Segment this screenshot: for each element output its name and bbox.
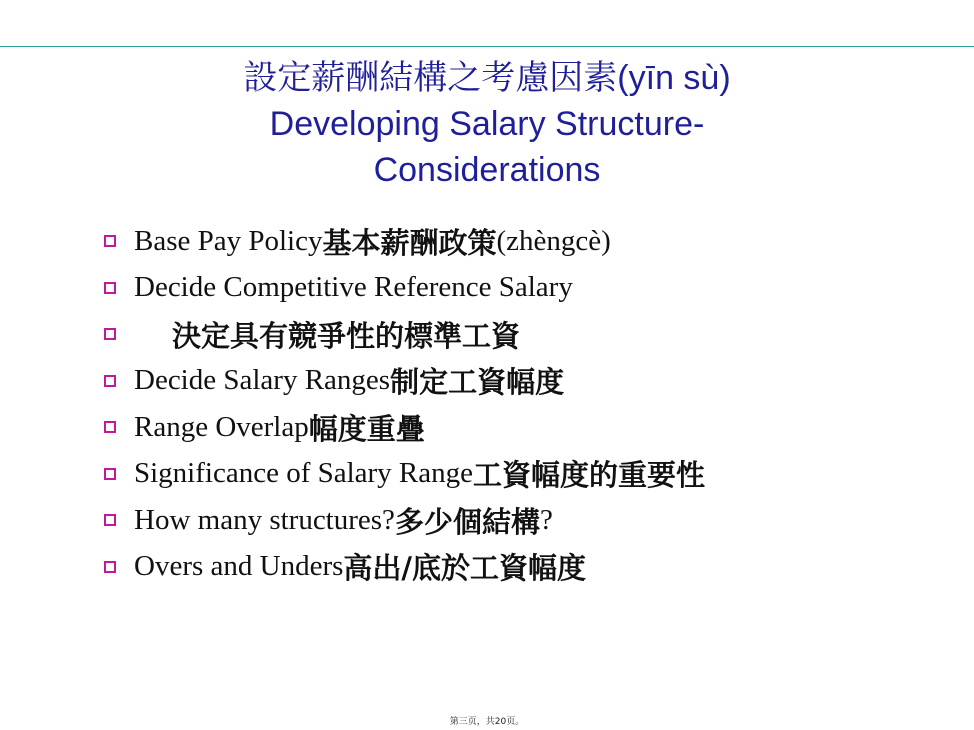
bullet-item-salary-ranges xyxy=(104,358,705,405)
bullet-text-en: Overs and Unders xyxy=(134,550,344,583)
bullet-text-en: Significance of Salary Range xyxy=(134,457,474,490)
bullet-list xyxy=(104,218,705,590)
title-line-chinese: 設定薪酬結構之考慮因素(yīn sù) xyxy=(243,59,731,97)
square-bullet-icon xyxy=(104,561,116,573)
top-divider xyxy=(0,46,974,47)
bullet-text-tail: ? xyxy=(539,503,553,536)
square-bullet-icon xyxy=(104,514,116,526)
bullet-item-base-pay-policy xyxy=(104,218,705,265)
bullet-text-zh: 幅度重疊 xyxy=(308,411,425,446)
square-bullet-icon xyxy=(104,235,116,247)
bullet-text-en: How many structures? xyxy=(134,503,395,536)
bullet-text-zh: 高出/底於工資幅度 xyxy=(343,551,586,586)
bullet-text-en: Range Overlap xyxy=(134,410,309,443)
bullet-item-range-significance xyxy=(104,451,705,498)
bullet-text-en: Base Pay Policy xyxy=(134,224,323,257)
bullet-text-en: Decide Salary Ranges xyxy=(134,364,391,397)
bullet-text-zh: 工資幅度的重要性 xyxy=(473,458,706,493)
bullet-item-competitive-reference xyxy=(104,265,705,312)
bullet-text-zh: 決定具有競爭性的標準工資 xyxy=(172,318,521,353)
bullet-text-zh: 多少個結構 xyxy=(394,504,540,539)
slide-title xyxy=(0,55,974,193)
bullet-text-en: Decide Competitive Reference Salary xyxy=(134,271,573,304)
bullet-item-overs-and-unders xyxy=(104,544,705,591)
page-footer: 第三页，共20页。 xyxy=(449,717,525,727)
title-line-english-1: Developing Salary Structure- xyxy=(269,105,705,143)
square-bullet-icon xyxy=(104,282,116,294)
bullet-item-range-overlap xyxy=(104,404,705,451)
bullet-text-tail: (zhèngcè) xyxy=(496,224,611,257)
square-bullet-icon xyxy=(104,375,116,387)
square-bullet-icon xyxy=(104,468,116,480)
bullet-item-how-many-structures xyxy=(104,497,705,544)
bullet-text-zh: 基本薪酬政策 xyxy=(322,225,497,260)
title-line-english-2: Considerations xyxy=(373,151,601,189)
square-bullet-icon xyxy=(104,328,116,340)
square-bullet-icon xyxy=(104,421,116,433)
bullet-item-competitive-reference-zh xyxy=(104,311,705,358)
bullet-text-zh: 制定工資幅度 xyxy=(390,365,565,400)
